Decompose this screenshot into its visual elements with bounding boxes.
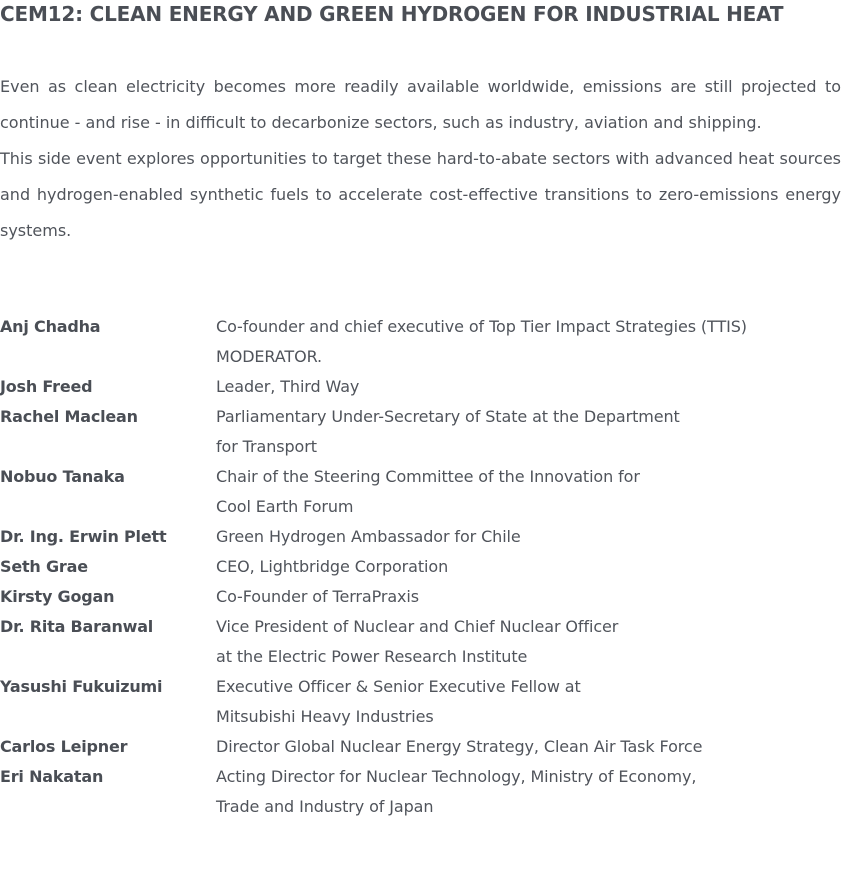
speaker-role: Acting Director for Nuclear Technology, Ministry of Economy, Trade and Industry of Japan xyxy=(216,767,697,816)
speaker-role: Co-Founder of TerraPraxis xyxy=(216,587,419,606)
speaker-row xyxy=(0,312,841,372)
speaker-role: Executive Officer & Senior Executive Fellow at Mitsubishi Heavy Industries xyxy=(216,677,581,726)
intro-paragraph: Even as clean electricity becomes more readily available worldwide, emissions are still projected to continue - and rise - in difficult to decarbonize sectors, such as industry, aviation and shipping. xyxy=(0,77,841,132)
page-title: CEM12: CLEAN ENERGY AND GREEN HYDROGEN FOR INDUSTRIAL HEAT xyxy=(0,2,784,26)
speaker-name: Dr. Rita Baranwal xyxy=(0,617,154,636)
speaker-name: Eri Nakatan xyxy=(0,767,104,786)
speaker-name: Kirsty Gogan xyxy=(0,587,115,606)
speaker-row xyxy=(0,582,841,612)
speaker-list xyxy=(0,312,841,822)
intro-paragraph: This side event explores opportunities to target these hard-to-abate sectors with advanced heat sources and hydrogen-enabled synthetic fuels to accelerate cost-effective transitions to zero-emissions energy systems. xyxy=(0,149,841,240)
speaker-row xyxy=(0,732,841,762)
speaker-row xyxy=(0,762,841,822)
speaker-name: Dr. Ing. Erwin Plett xyxy=(0,527,167,546)
speaker-role: Director Global Nuclear Energy Strategy, Clean Air Task Force xyxy=(216,737,703,756)
speaker-role: Vice President of Nuclear and Chief Nuclear Officer at the Electric Power Research Institute xyxy=(216,617,619,666)
speaker-name: Rachel Maclean xyxy=(0,407,138,426)
speaker-row xyxy=(0,372,841,402)
speaker-role: Parliamentary Under-Secretary of State at the Department for Transport xyxy=(216,407,680,456)
intro-section xyxy=(0,69,841,249)
speaker-role: Chair of the Steering Committee of the Innovation for Cool Earth Forum xyxy=(216,467,640,516)
speaker-row xyxy=(0,612,841,672)
speaker-row xyxy=(0,552,841,582)
speaker-name: Anj Chadha xyxy=(0,317,101,336)
speaker-row xyxy=(0,402,841,462)
speaker-name: Yasushi Fukuizumi xyxy=(0,677,163,696)
speaker-name: Josh Freed xyxy=(0,377,93,396)
speaker-role: Co-founder and chief executive of Top Tier Impact Strategies (TTIS) MODERATOR. xyxy=(216,317,747,366)
speaker-name: Carlos Leipner xyxy=(0,737,128,756)
speaker-role: CEO, Lightbridge Corporation xyxy=(216,557,449,576)
speaker-role: Green Hydrogen Ambassador for Chile xyxy=(216,527,521,546)
speaker-role: Leader, Third Way xyxy=(216,377,360,396)
speaker-row xyxy=(0,672,841,732)
speaker-row xyxy=(0,462,841,522)
speaker-name: Seth Grae xyxy=(0,557,88,576)
speaker-row xyxy=(0,522,841,552)
speaker-name: Nobuo Tanaka xyxy=(0,467,125,486)
